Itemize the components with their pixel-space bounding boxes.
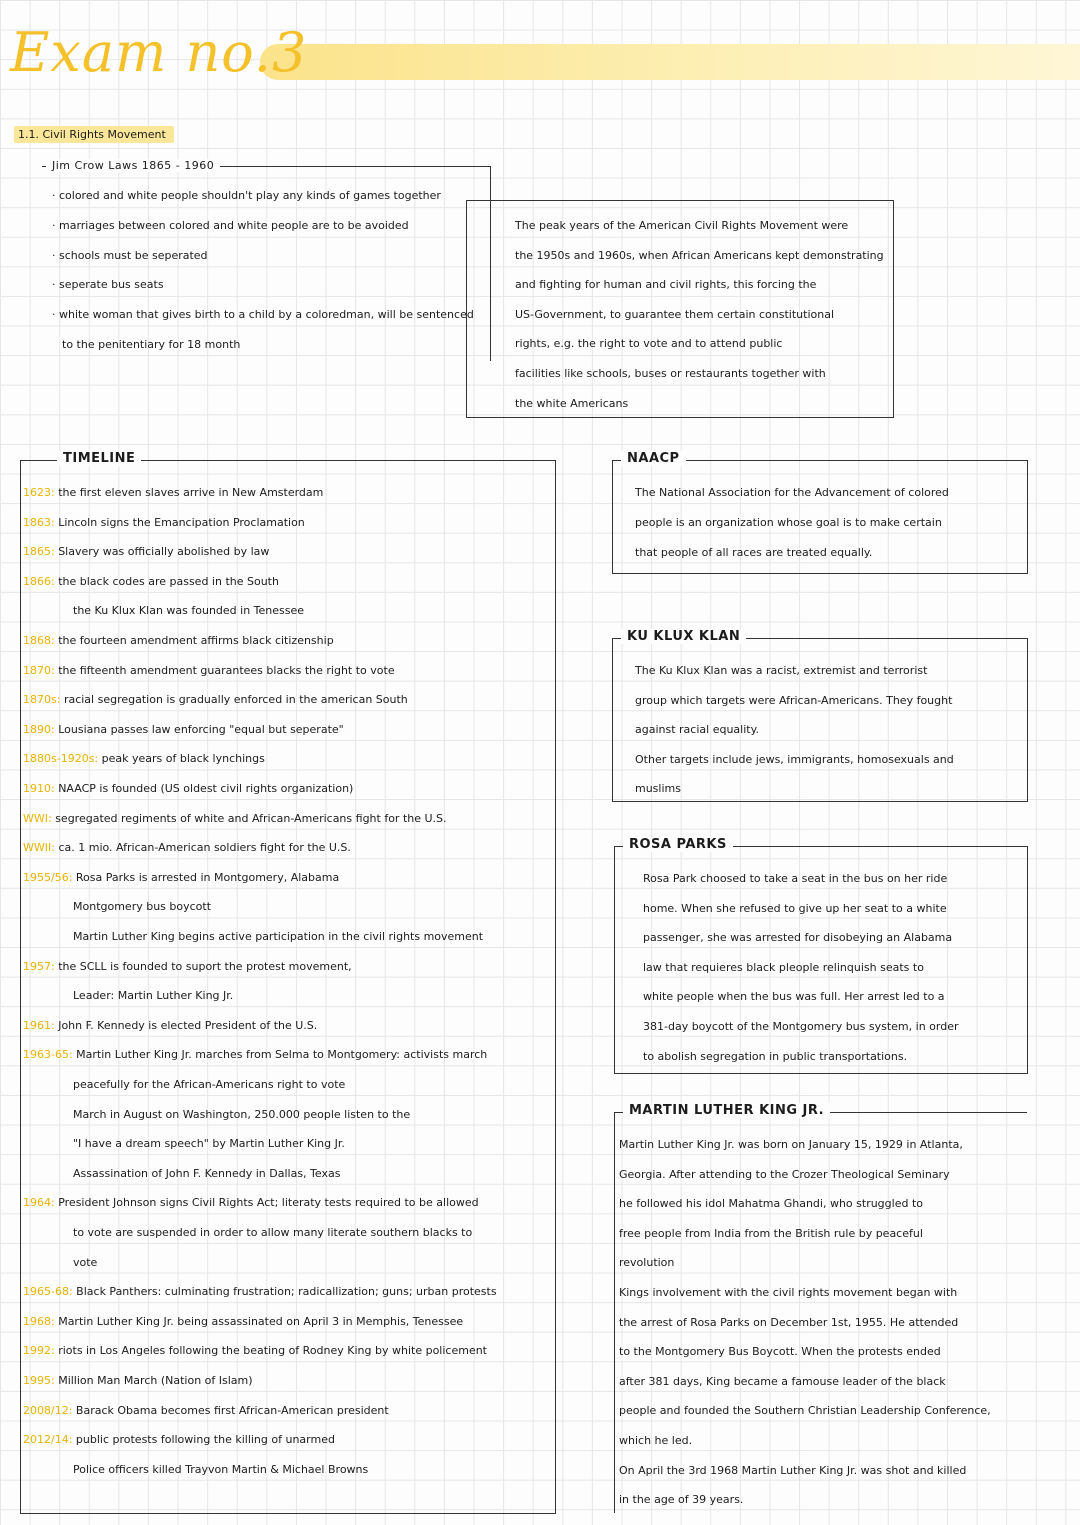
timeline-entry [23, 516, 305, 530]
rosa-parks-box [614, 837, 1028, 1074]
kkk-line: muslims [635, 782, 681, 796]
timeline-year: 1863: [23, 515, 59, 529]
timeline-entry [73, 900, 211, 914]
mlk-line: On April the 3rd 1968 Martin Luther King Jr. was shot and killed [619, 1463, 967, 1477]
timeline-entry [23, 841, 351, 855]
peak-years-line: facilities like schools, buses or restaurants together with [515, 367, 826, 380]
timeline-text: March in August on Washington, 250.000 people listen to the [73, 1107, 411, 1121]
peak-years-line: The peak years of the American Civil Rights Movement were [515, 219, 849, 232]
timeline-year: 1880s-1920s: [23, 752, 102, 766]
timeline-text: public protests following the killing of unarmed [75, 1433, 335, 1447]
peak-years-line: the 1950s and 1960s, when African Americans kept demonstrating [515, 248, 884, 262]
timeline-year: WWII: [23, 841, 59, 855]
peak-years-line: US-Government, to guarantee them certain constitutional [515, 307, 834, 321]
timeline-entry [73, 1256, 97, 1270]
mlk-line: Martin Luther King Jr. was born on January 15, 1929 in Atlanta, [619, 1138, 963, 1151]
kkk-title: KU KLUX KLAN [621, 629, 746, 644]
jim-crow-line: · colored and white people shouldn't play any kinds of games together [52, 189, 441, 202]
timeline-entry [23, 634, 334, 648]
timeline-year: 1965-68: [23, 1285, 77, 1299]
timeline-entry [23, 752, 265, 766]
timeline-text: Martin Luther King Jr. marches from Selma to Montgomery: activists march [76, 1048, 488, 1062]
timeline-text: segregated regiments of white and African-Americans fight for the U.S. [55, 811, 447, 825]
timeline-year: 1870s: [23, 693, 64, 707]
timeline-text: Rosa Parks is arrested in Montgomery, Alabama [75, 870, 340, 884]
jim-crow-line: · marriages between colored and white people are to be avoided [52, 218, 409, 232]
timeline-entry [73, 989, 233, 1003]
timeline-year: 1968: [23, 1314, 59, 1328]
timeline-entry [23, 1344, 487, 1358]
timeline-text: the black codes are passed in the South [58, 574, 279, 588]
timeline-year: 1963-65: [23, 1048, 77, 1062]
mlk-line: Kings involvement with the civil rights movement began with [619, 1286, 958, 1299]
timeline-year: 1995: [23, 1374, 59, 1387]
timeline-year: 1964: [23, 1196, 59, 1210]
mlk-line: which he led. [619, 1434, 693, 1447]
timeline-entry [23, 1196, 479, 1210]
timeline-entry [23, 1404, 389, 1418]
timeline-entry [23, 1048, 487, 1062]
timeline-text: Montgomery bus boycott [73, 900, 212, 914]
timeline-year: 1890: [23, 722, 59, 736]
timeline-text: racial segregation is gradually enforced in the american South [63, 693, 408, 707]
timeline-entry [73, 1137, 345, 1151]
rosa-parks-title: ROSA PARKS [623, 837, 733, 852]
timeline-entry [23, 1433, 335, 1447]
rosa-line: 381-day boycott of the Montgomery bus system, in order [643, 1020, 959, 1033]
timeline-text: Martin Luther King begins active participation in the civil rights movement [73, 930, 484, 943]
timeline-text: Lousiana passes law enforcing "equal but seperate" [58, 722, 344, 736]
timeline-entry [23, 664, 395, 678]
timeline-text: the SCLL is founded to suport the protest movement, [58, 959, 352, 973]
timeline-entry [23, 1019, 317, 1033]
timeline-text: NAACP is founded (US oldest civil rights organization) [58, 782, 354, 795]
mlk-line: Georgia. After attending to the Crozer Theological Seminary [619, 1167, 950, 1181]
peak-years-box [466, 200, 894, 418]
kkk-box [612, 629, 1028, 802]
naacp-line: The National Association for the Advancement of colored [635, 486, 949, 499]
timeline-text: ca. 1 mio. African-American soldiers fight for the U.S. [58, 841, 351, 855]
rosa-line: passenger, she was arrested for disobeying an Alabama [643, 931, 953, 945]
timeline-year: 1865: [23, 545, 59, 559]
timeline-year: 1623: [23, 486, 59, 499]
timeline-entry [73, 930, 483, 944]
timeline-text: Million Man March (Nation of Islam) [58, 1374, 253, 1387]
peak-years-line: rights, e.g. the right to vote and to attend public [515, 337, 783, 351]
naacp-box [612, 451, 1028, 574]
timeline-text: to vote are suspended in order to allow many literate southern blacks to [73, 1226, 473, 1239]
timeline-year: 2008/12: [23, 1403, 76, 1417]
timeline-year: 1961: [23, 1018, 59, 1032]
rosa-line: home. When she refused to give up her seat to a white [643, 901, 947, 915]
kkk-line: Other targets include jews, immigrants, homosexuals and [635, 752, 954, 766]
timeline-entry [23, 782, 353, 796]
mlk-line: after 381 days, King became a famouse leader of the black [619, 1374, 946, 1388]
rosa-line: Rosa Park choosed to take a seat in the bus on her ride [643, 872, 948, 885]
timeline-year: 1910: [23, 782, 59, 795]
timeline-entry [23, 545, 269, 559]
mlk-line: to the Montgomery Bus Boycott. When the protests ended [619, 1345, 941, 1359]
timeline-year: 1957: [23, 959, 59, 973]
mlk-line: in the age of 39 years. [619, 1493, 744, 1507]
peak-years-line: and fighting for human and civil rights, this forcing the [515, 278, 817, 292]
jim-crow-title: Jim Crow Laws 1865 - 1960 [46, 159, 220, 172]
timeline-text: the fifteenth amendment guarantees blacks the right to vote [58, 663, 395, 677]
timeline-text: Leader: Martin Luther King Jr. [73, 989, 234, 1003]
timeline-text: vote [73, 1255, 98, 1269]
timeline-year: 1868: [23, 634, 59, 647]
rosa-line: white people when the bus was full. Her arrest led to a [643, 990, 945, 1004]
timeline-entry [23, 723, 344, 737]
timeline-entry [23, 871, 339, 885]
timeline-title: TIMELINE [57, 451, 141, 466]
timeline-text: riots in Los Angeles following the beating of Rodney King by white policement [58, 1344, 487, 1358]
naacp-line: people is an organization whose goal is to make certain [635, 516, 942, 529]
timeline-year: 1992: [23, 1344, 59, 1358]
timeline-box [20, 451, 556, 1514]
timeline-entry [23, 960, 352, 974]
mlk-line: people and founded the Southern Christian Leadership Conference, [619, 1404, 991, 1418]
mlk-box [614, 1103, 1027, 1513]
rosa-line: to abolish segregation in public transportations. [643, 1049, 908, 1063]
timeline-text: the fourteen amendment affirms black citizenship [58, 634, 334, 647]
timeline-text: Police officers killed Trayvon Martin & Michael Browns [73, 1462, 369, 1476]
jim-crow-line: · schools must be seperated [52, 248, 208, 262]
timeline-text: peacefully for the African-Americans right to vote [73, 1078, 346, 1091]
rosa-line: law that requieres black pleople relinquish seats to [643, 960, 924, 974]
timeline-text: John F. Kennedy is elected President of the U.S. [58, 1018, 318, 1032]
peak-years-line: the white Americans [515, 396, 629, 410]
timeline-entry [23, 1285, 497, 1299]
timeline-entry [73, 604, 304, 618]
timeline-year: WWI: [23, 811, 56, 825]
timeline-entry [23, 486, 323, 500]
page-title: Exam no.3 [10, 21, 308, 84]
timeline-text: Martin Luther King Jr. being assassinated on April 3 in Memphis, Tenessee [58, 1314, 464, 1328]
timeline-year: 2012/14: [23, 1433, 76, 1447]
naacp-line: that people of all races are treated equally. [635, 546, 873, 559]
jim-crow-box [42, 159, 491, 361]
kkk-line: The Ku Klux Klan was a racist, extremist and terrorist [635, 664, 928, 677]
jim-crow-line: · white woman that gives birth to a child by a coloredman, will be sentenced [52, 308, 474, 322]
kkk-line: against racial equality. [635, 723, 760, 737]
timeline-year: 1866: [23, 574, 59, 588]
timeline-text: Slavery was officially abolished by law [58, 545, 270, 559]
timeline-entry [73, 1463, 368, 1477]
mlk-line: he followed his idol Mahatma Ghandi, who struggled to [619, 1197, 923, 1211]
mlk-line: the arrest of Rosa Parks on December 1st, 1955. He attended [619, 1315, 959, 1329]
timeline-entry [73, 1226, 472, 1240]
timeline-entry [23, 812, 447, 826]
timeline-text: President Johnson signs Civil Rights Act; literaty tests required to be allowed [58, 1196, 479, 1210]
jim-crow-line: to the penitentiary for 18 month [62, 338, 241, 351]
section-label: 1.1. Civil Rights Movement [14, 126, 174, 143]
mlk-line: free people from India from the British rule by peaceful [619, 1226, 923, 1240]
timeline-text: Black Panthers: culminating frustration; radicallization; guns; urban protests [76, 1285, 497, 1299]
timeline-text: Assassination of John F. Kennedy in Dallas, Texas [73, 1166, 341, 1180]
kkk-line: group which targets were African-Americans. They fought [635, 693, 953, 707]
mlk-line: revolution [619, 1256, 675, 1270]
jim-crow-line: · seperate bus seats [52, 278, 164, 292]
timeline-year: 1955/56: [23, 870, 76, 884]
timeline-text: Barack Obama becomes first African-American president [75, 1403, 389, 1417]
timeline-entry [73, 1078, 345, 1092]
timeline-text: "I have a dream speech" by Martin Luther King Jr. [73, 1137, 345, 1151]
timeline-entry [23, 1374, 253, 1388]
timeline-entry [73, 1108, 410, 1122]
naacp-title: NAACP [621, 451, 686, 466]
title-highlight [260, 44, 1080, 80]
timeline-text: peak years of black lynchings [101, 752, 265, 766]
timeline-text: the Ku Klux Klan was founded in Tenessee [73, 604, 305, 618]
timeline-entry [23, 1315, 463, 1329]
mlk-title: MARTIN LUTHER KING JR. [623, 1103, 830, 1118]
timeline-entry [23, 693, 408, 707]
timeline-text: Lincoln signs the Emancipation Proclamation [58, 515, 305, 529]
timeline-year: 1870: [23, 663, 59, 677]
timeline-entry [23, 575, 279, 589]
timeline-text: the first eleven slaves arrive in New Amsterdam [58, 486, 324, 499]
timeline-entry [73, 1167, 340, 1181]
